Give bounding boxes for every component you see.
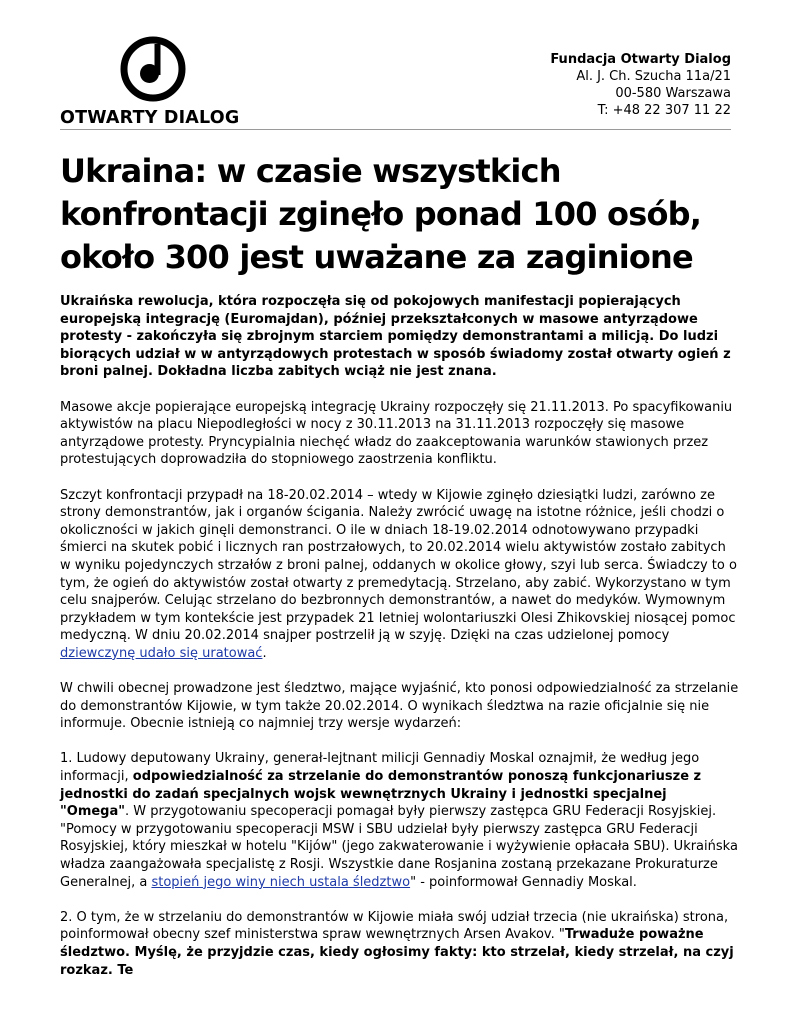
- org-address-street: Al. J. Ch. Szucha 11a/21: [576, 69, 731, 84]
- org-address-city: 00-580 Warszawa: [615, 86, 731, 101]
- paragraph-1: Masowe akcje popierające europejską integrację Ukrainy rozpoczęły się 21.11.2013. Po spacyfikowaniu aktywistów na placu Niepodległości w nocy z 30.11.2013 na 31.11.2013 rozpoczęły się masowe antyrządowe protesty. Pryncypialnia niechęć władz do zaakceptowania warunków stawionych przez protestujących doprowadziła do stopniowego zaostrzenia konfliktu.: [60, 399, 733, 468]
- paragraph-4-text-d: " - poinformował Gennadiy Moskal.: [410, 874, 637, 890]
- paragraph-2: [60, 487, 740, 663]
- org-name: Fundacja Otwarty Dialog: [550, 52, 731, 67]
- header-divider: [60, 129, 731, 130]
- paragraph-4-bold: odpowiedzialność za strzelanie do demonstrantów ponoszą funkcjonariusze z jednostki do zadań specjalnych wojsk wewnętrznych Ukrainy i jednostki specjalnej "Omega": [60, 769, 702, 820]
- rescue-link[interactable]: dziewczynę udało się uratować: [60, 645, 263, 661]
- paragraph-4-text-c: . W przygotowaniu specoperacji pomagał były pierwszy zastępca GRU Federacji Rosyjskiej. "Pomocy w przygotowaniu specoperacji MSW i SBU udzielał były pierwszy zastępca GRU Federacji Rosyjskiej, który mieszkał w hotelu "Kijów" (jego zakwaterowanie i wyżywienie opłacała SBU). Ukraińska władza zaangażowała specjalistę z Rosji. Wszystkie dane Rosjanina zostaną przekazane Prokuraturze Generalnej, a: [60, 804, 738, 890]
- paragraph-4-text-a: 1. Ludowy deputowany Ukrainy, generał-lejtnant milicji Gennadiy Moskal oznajmił, że według jego informacji,: [60, 751, 700, 785]
- paragraph-2-text: Szczyt konfrontacji przypadł na 18-20.02.2014 – wtedy w Kijowie zginęło dziesiątki ludzi, zarówno ze strony demonstrantów, jak i organów ścigania. Należy zwrócić uwagę na istotne różnice, jeśli chodzi o okoliczności w jakich ginęli demonstranci. O ile w dniach 18-19.02.2014 odnotowywano przypadki śmierci na skutek pobić i licznych ran postrzałowych, to 20.02.2014 wielu aktywistów zostało zabitych w wyniku pojedynczych strzałów z broni palnej, oddanych w okolice głowy, szyi lub serca. Świadczy to o tym, że ogień do aktywistów został otwarty z premedytacją. Strzelano, aby zabić. Wykorzystano w tym celu snajperów. Celując strzelano do bezbronnych demonstrantów, a nawet do medyków. Wymownym przykładem w tym kontekście jest przypadek 21 letniej wolontariuszki Olesi Zhikovskiej niosącej pomoc medyczną. W dniu 20.02.2014 snajper postrzelił ją w szyję. Dzięki na czas udzielonej pomocy: [60, 487, 737, 644]
- article-title: Ukraina: w czasie wszystkich konfrontacji zginęło ponad 100 osób, około 300 jest uważane za zaginione: [60, 152, 702, 276]
- paragraph-5: [60, 909, 740, 979]
- paragraph-5-bold: Trwaduże poważne śledztwo. Myślę, że przyjdzie czas, kiedy ogłosimy fakty: kto strzelał, kiedy strzelał, na czyj rozkaz. Te: [60, 927, 734, 978]
- paragraph-5-text-a: 2. O tym, że w strzelaniu do demonstrantów w Kijowie miała swój udział trzecia (nie ukraińska) strona, poinformował obecny szef ministerstwa spraw wewnętrznych Arsen Avakov. ": [60, 909, 729, 943]
- lead-paragraph: Ukraińska rewolucja, która rozpoczęła się od pokojowych manifestacji popierających europejską integrację (Euromajdan), później przekształconych w masowe antyrządowe protesty - zakończyła się zbrojnym starciem pomiędzy demonstrantami a milicją. Do ludzi biorących udział w w antyrządowych protestach w sposób świadomy został otwarty ogień z broni palnej. Dokładna liczba zabitych wciąż nie jest znana.: [60, 294, 731, 380]
- org-phone: T: +48 22 307 11 22: [597, 103, 731, 118]
- logo-text: OTWARTY DIALOG: [60, 108, 240, 128]
- investigation-link[interactable]: stopień jego winy niech ustala śledztwo: [151, 874, 411, 890]
- article-body: [60, 293, 740, 997]
- logo: [60, 36, 250, 128]
- paragraph-4: [60, 750, 740, 891]
- paragraph-2-end: .: [262, 645, 267, 661]
- organization-address: [550, 51, 731, 119]
- paragraph-3: W chwili obecnej prowadzone jest śledztwo, mające wyjaśnić, kto ponosi odpowiedzialność za strzelanie do demonstrantów Kijowie, w tym także 20.02.2014. O wynikach śledztwa na razie oficjalnie się nie informuje. Obecnie istnieją co najmniej trzy wersje wydarzeń:: [60, 681, 739, 732]
- otwarty-dialog-logo-icon: [120, 36, 186, 102]
